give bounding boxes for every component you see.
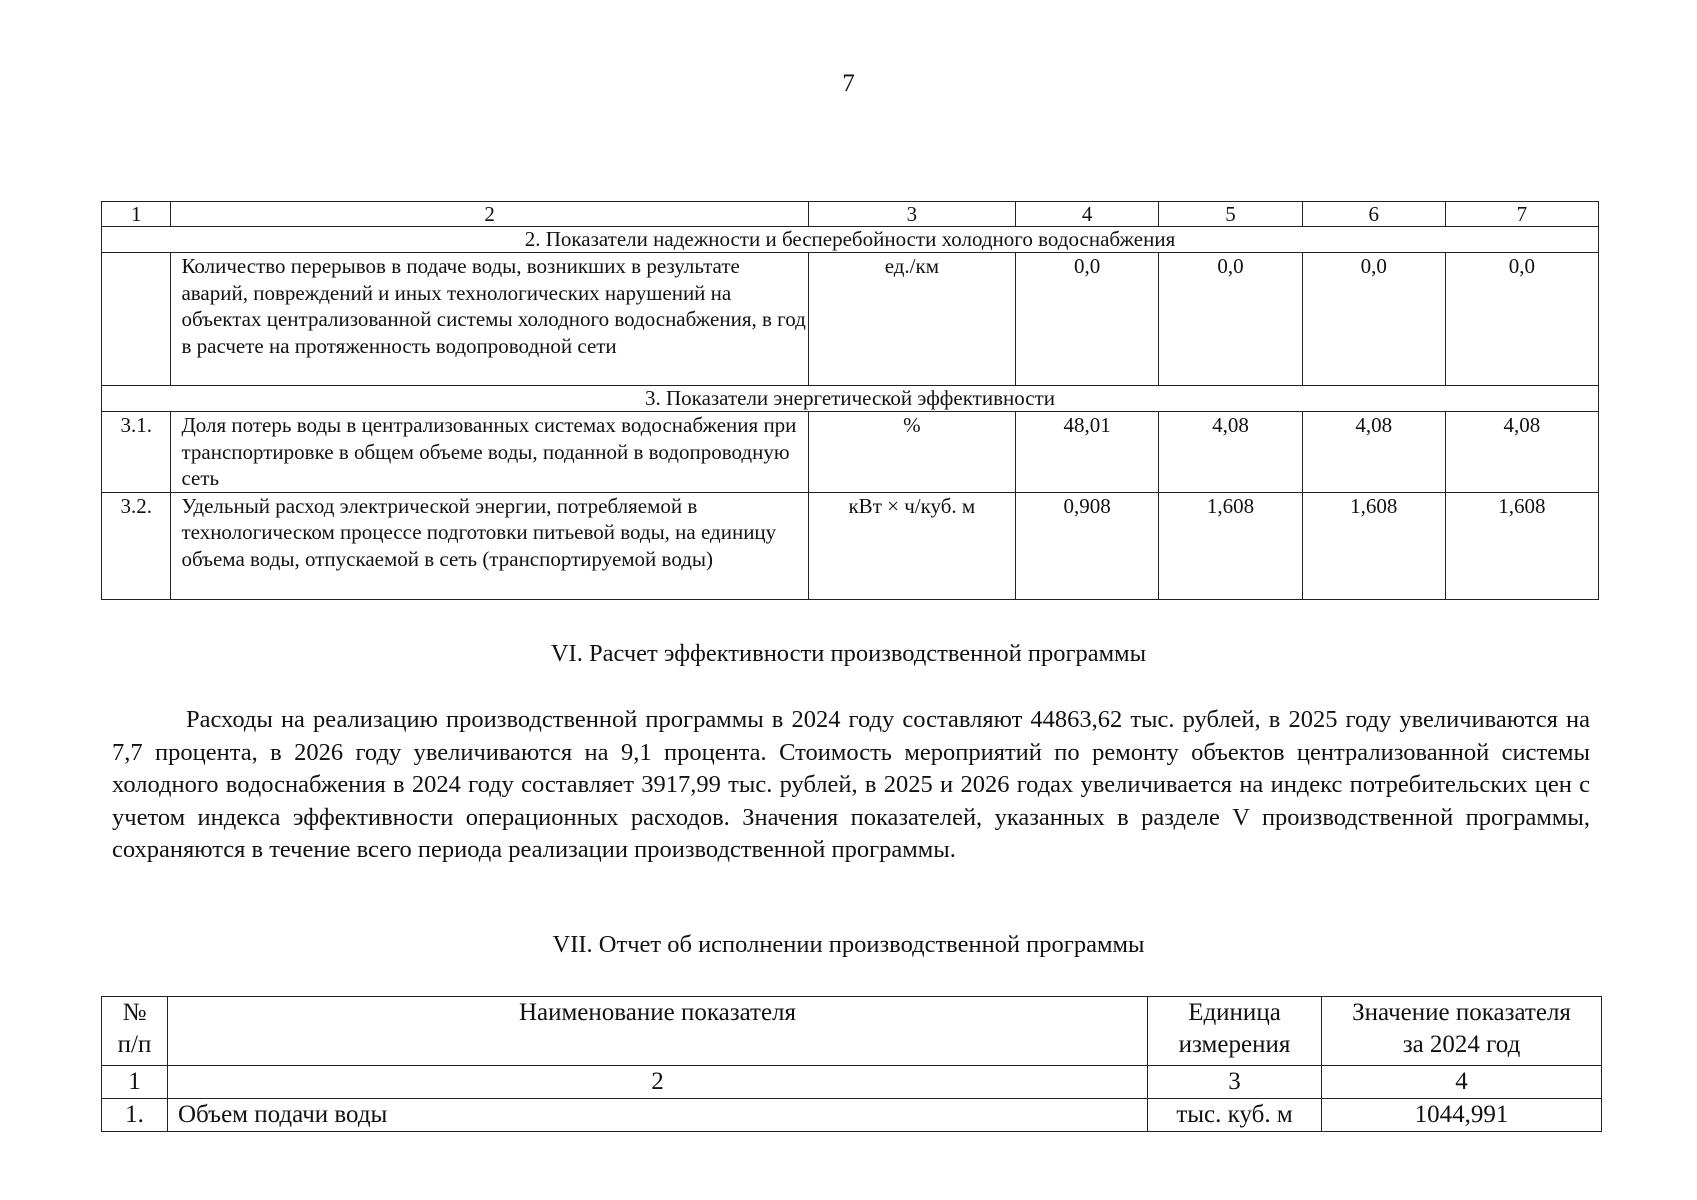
- page-number: 7: [842, 70, 855, 97]
- indicator-value: 0,908: [1016, 492, 1159, 599]
- column-number: 7: [1445, 202, 1598, 227]
- indicator-value: 1044,991: [1322, 1099, 1602, 1132]
- indicator-value: 1,608: [1159, 492, 1302, 599]
- column-number: 4: [1016, 202, 1159, 227]
- indicator-value: 4,08: [1445, 412, 1598, 493]
- header-unit-cell: [1148, 997, 1322, 1066]
- section-title: 3. Показатели энергетической эффективности: [102, 386, 1599, 412]
- header-row: [102, 997, 1602, 1066]
- indicator-unit: кВт × ч/куб. м: [808, 492, 1015, 599]
- section-vii-heading: VII. Отчет об исполнении производственной программы: [552, 931, 1145, 958]
- column-number: 6: [1302, 202, 1445, 227]
- column-number: 3: [1148, 1066, 1322, 1099]
- indicator-name: Объем подачи воды: [168, 1099, 1148, 1132]
- indicator-name: Удельный расход электрической энергии, потребляемой в технологическом процессе подготовки питьевой воды, на единицу объема воды, отпускаемой в сеть (транспортируемой воды): [171, 492, 808, 599]
- indicator-name: Доля потерь воды в централизованных системах водоснабжения при транспортировке в общем объеме воды, поданной в водопроводную сеть: [171, 412, 808, 493]
- column-number: 1: [102, 202, 171, 227]
- column-number: 3: [808, 202, 1015, 227]
- header-number-line2: п/п: [117, 1031, 152, 1058]
- table-row: [102, 1099, 1602, 1132]
- indicator-value: 4,08: [1302, 412, 1445, 493]
- section-title: 2. Показатели надежности и бесперебойности холодного водоснабжения: [102, 227, 1599, 253]
- indicator-value: 1,608: [1302, 492, 1445, 599]
- row-number: 3.2.: [102, 492, 171, 599]
- header-value-line2: за 2024 год: [1402, 1031, 1521, 1058]
- header-number-cell: [102, 997, 168, 1066]
- section-row: [102, 227, 1599, 253]
- header-name: Наименование показателя: [168, 997, 1148, 1066]
- table-row: [102, 253, 1599, 386]
- indicator-name: Количество перерывов в подаче воды, возникших в результате аварий, повреждений и иных технологических нарушений на объектах централизованной системы холодного водоснабжения, в год в расчете на протяженность водопроводной сети: [171, 253, 808, 386]
- row-number: 1.: [102, 1099, 168, 1132]
- section-vi-paragraph: Расходы на реализацию производственной программы в 2024 году составляют 44863,62 тыс. рублей, в 2025 году увеличиваются на 7,7 процента, в 2026 году увеличиваются на 9,1 процента. Стоимость мероприятий по ремонту объектов централизованной системы холодного водоснабжения в 2024 году составляет 3917,99 тыс. рублей, в 2025 и 2026 годах увеличивается на индекс потребительских цен с учетом индекса эффективности операционных расходов. Значения показателей, указанных в разделе V производственной программы, сохраняются в течение всего периода реализации производственной программы.: [112, 706, 1590, 863]
- table-row: [102, 412, 1599, 493]
- indicator-value: 0,0: [1159, 253, 1302, 386]
- header-unit-line2: измерения: [1178, 1031, 1291, 1058]
- row-number: [102, 253, 171, 386]
- column-number: 2: [168, 1066, 1148, 1099]
- column-number: 4: [1322, 1066, 1602, 1099]
- indicator-value: 0,0: [1445, 253, 1598, 386]
- header-value-line1: Значение показателя: [1352, 999, 1571, 1026]
- indicators-table: [101, 201, 1599, 600]
- section-vi-heading: VI. Расчет эффективности производственной программы: [550, 640, 1147, 667]
- indicator-value: 0,0: [1016, 253, 1159, 386]
- indicator-value: 1,608: [1445, 492, 1598, 599]
- column-number: 5: [1159, 202, 1302, 227]
- indicator-value: 4,08: [1159, 412, 1302, 493]
- column-number-row: [102, 202, 1599, 227]
- indicator-value: 48,01: [1016, 412, 1159, 493]
- header-number-line1: №: [122, 999, 147, 1026]
- header-value-cell: [1322, 997, 1602, 1066]
- indicator-unit: ед./км: [808, 253, 1015, 386]
- section-row: [102, 386, 1599, 412]
- column-number: 1: [102, 1066, 168, 1099]
- report-table: [101, 996, 1602, 1132]
- column-number: 2: [171, 202, 808, 227]
- table-row: [102, 492, 1599, 599]
- indicator-value: 0,0: [1302, 253, 1445, 386]
- column-number-row: [102, 1066, 1602, 1099]
- row-number: 3.1.: [102, 412, 171, 493]
- indicator-unit: %: [808, 412, 1015, 493]
- header-unit-line1: Единица: [1188, 999, 1281, 1026]
- indicator-unit: тыс. куб. м: [1148, 1099, 1322, 1132]
